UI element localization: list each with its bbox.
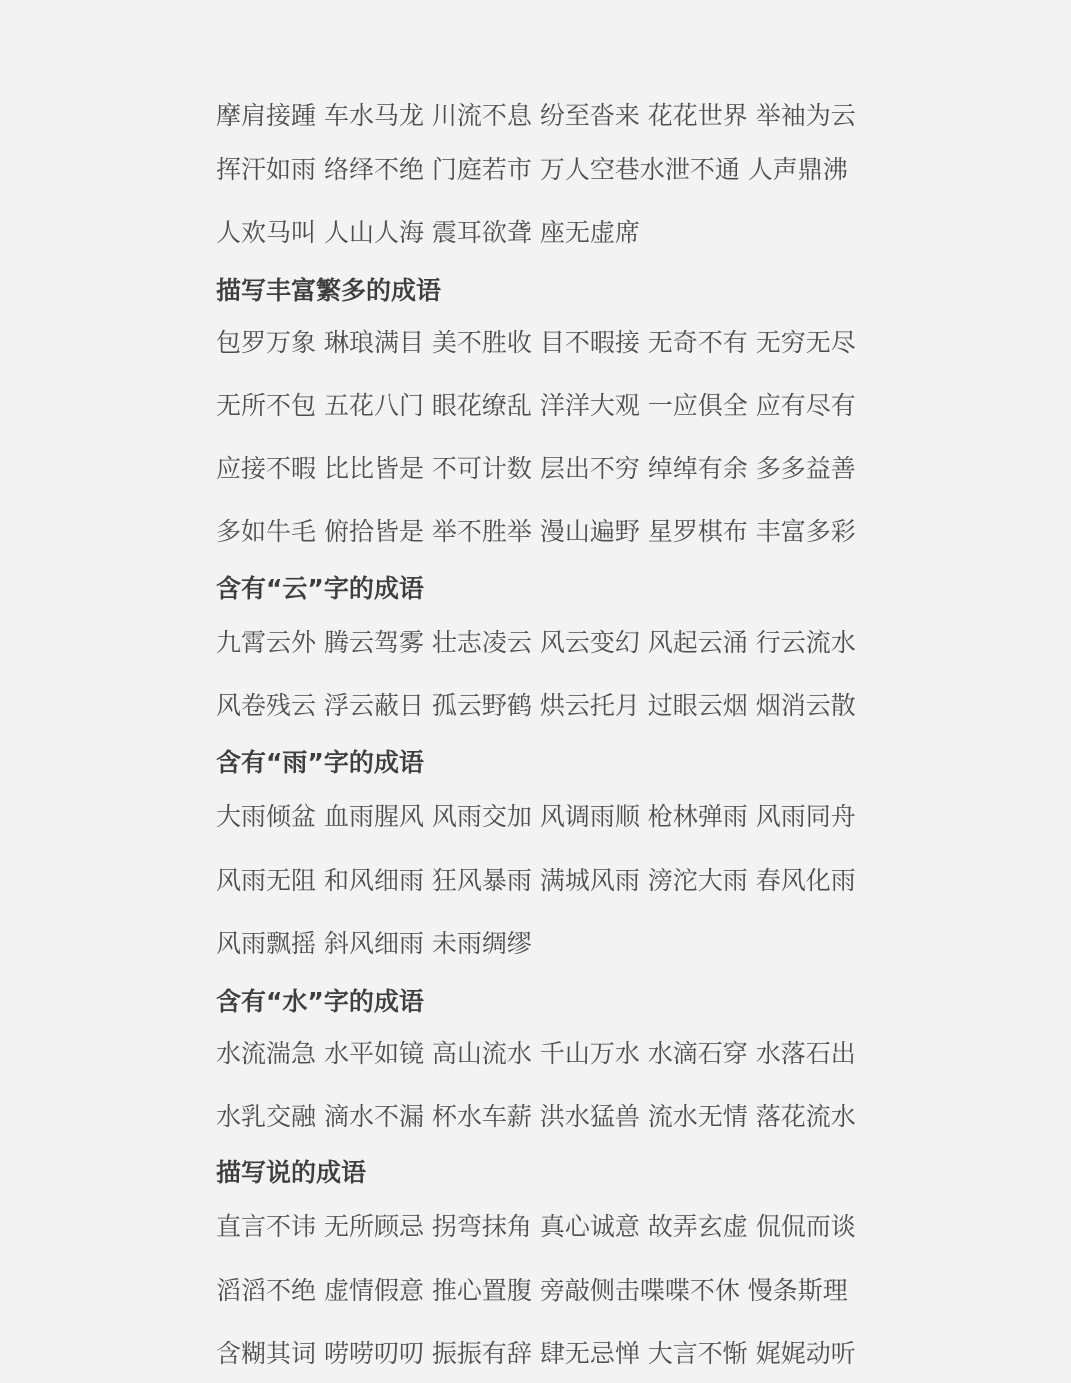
- idiom-line: 风雨飘摇 斜风细雨 未雨绸缪: [216, 929, 532, 958]
- section-heading: 含有“水”字的成语: [216, 987, 424, 1016]
- idiom-line: 人欢马叫 人山人海 震耳欲聋 座无虚席: [216, 218, 640, 247]
- idiom-line: 含糊其词 唠唠叨叨 振振有辞 肆无忌惮 大言不惭 娓娓动听: [216, 1339, 856, 1368]
- idiom-line: 大雨倾盆 血雨腥风 风雨交加 风调雨顺 枪林弹雨 风雨同舟: [216, 802, 856, 831]
- idiom-line: 水流湍急 水平如镜 高山流水 千山万水 水滴石穿 水落石出: [216, 1039, 856, 1068]
- idiom-line: 摩肩接踵 车水马龙 川流不息 纷至沓来 花花世界 举袖为云: [216, 101, 856, 130]
- idiom-line: 直言不讳 无所顾忌 拐弯抹角 真心诚意 故弄玄虚 侃侃而谈: [216, 1212, 856, 1241]
- idiom-line: 九霄云外 腾云驾雾 壮志凌云 风云变幻 风起云涌 行云流水: [216, 628, 856, 657]
- section-heading: 含有“云”字的成语: [216, 574, 424, 603]
- section-heading: 描写丰富繁多的成语: [216, 276, 442, 305]
- section-heading: 描写说的成语: [216, 1158, 367, 1187]
- idiom-line: 应接不暇 比比皆是 不可计数 层出不穷 绰绰有余 多多益善: [216, 454, 856, 483]
- idiom-line: 多如牛毛 俯拾皆是 举不胜举 漫山遍野 星罗棋布 丰富多彩: [216, 517, 856, 546]
- idiom-line: 风雨无阻 和风细雨 狂风暴雨 满城风雨 滂沱大雨 春风化雨: [216, 866, 856, 895]
- idiom-line: 挥汗如雨 络绎不绝 门庭若市 万人空巷水泄不通 人声鼎沸: [216, 155, 848, 184]
- idiom-line: 无所不包 五花八门 眼花缭乱 洋洋大观 一应俱全 应有尽有: [216, 391, 856, 420]
- idiom-line: 水乳交融 滴水不漏 杯水车薪 洪水猛兽 流水无情 落花流水: [216, 1102, 856, 1131]
- idiom-line: 包罗万象 琳琅满目 美不胜收 目不暇接 无奇不有 无穷无尽: [216, 328, 856, 357]
- idiom-line: 滔滔不绝 虚情假意 推心置腹 旁敲侧击喋喋不休 慢条斯理: [216, 1276, 848, 1305]
- idiom-line: 风卷残云 浮云蔽日 孤云野鹤 烘云托月 过眼云烟 烟消云散: [216, 691, 856, 720]
- section-heading: 含有“雨”字的成语: [216, 748, 424, 777]
